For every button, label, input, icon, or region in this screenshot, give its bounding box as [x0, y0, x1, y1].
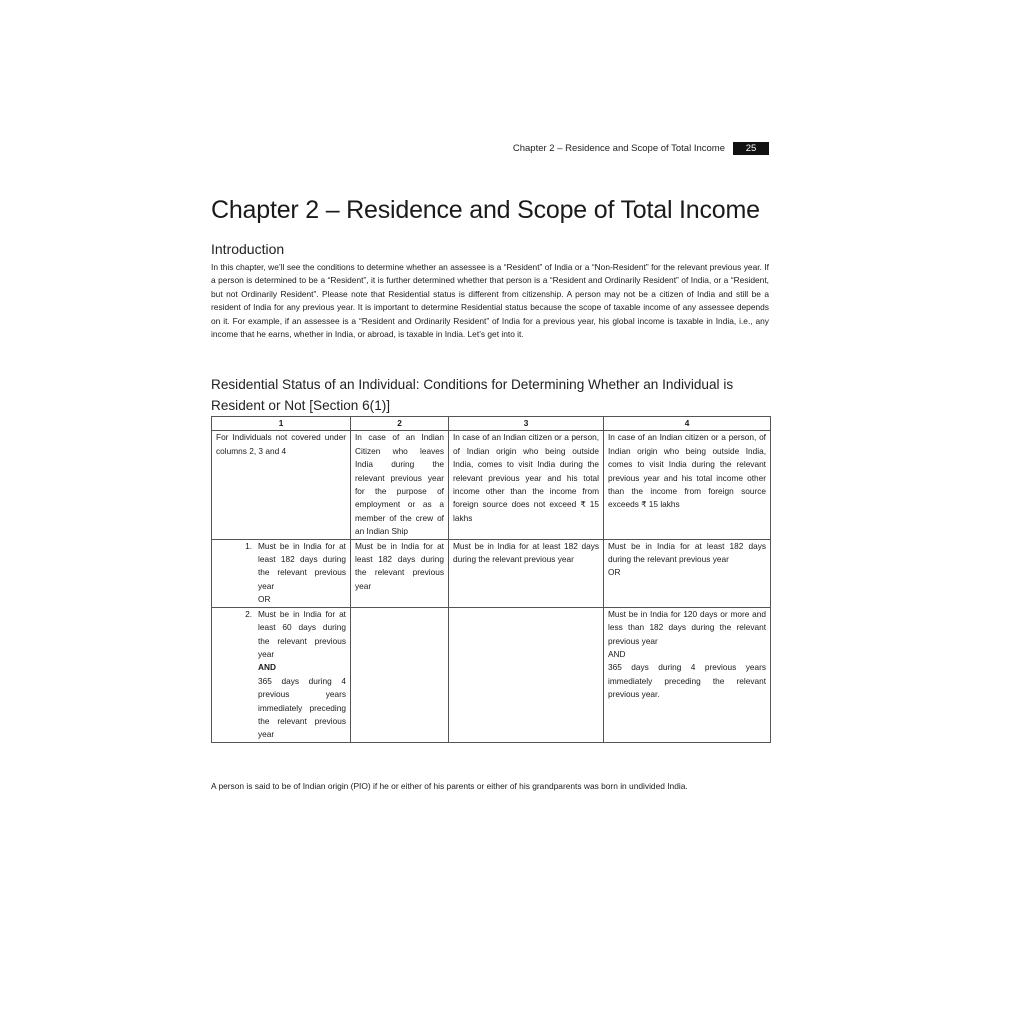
- footnote: A person is said to be of Indian origin (PIO) if he or either of his parents or either of his grandparents was born in undivided India.: [211, 781, 688, 791]
- table-row-applicability: [212, 431, 771, 539]
- condition-2-col4-and: AND: [608, 648, 626, 659]
- table-header-row: [212, 417, 771, 431]
- condition-1-cell-2: Must be in India for at least 182 days during the relevant previous year: [351, 539, 449, 607]
- condition-1-col4-text: Must be in India for at least 182 days during the relevant previous year: [608, 540, 766, 565]
- applicability-cell-2: In case of an Indian Citizen who leaves India during the relevant previous year for the purpose of employment or as a member of the crew of an Indian Ship: [351, 431, 449, 539]
- applicability-cell-4: In case of an Indian citizen or a person, of Indian origin who being outside India, comes to visit India during the relevant previous year and his total income other than the income from foreign source exceeds ₹ 15 lakhs: [604, 431, 771, 539]
- column-header-3: 3: [449, 417, 604, 431]
- introduction-paragraph: In this chapter, we’ll see the conditions to determine whether an assessee is a “Resident” of India or a “Non-Resident” for the relevant previous year. If a person is determined to be a “Resident”, it is further determined whether that person is a “Resident and Ordinarily Resident” of India, or a “Resident, but not Ordinarily Resident”. Please note that Residential status is different from citizenship. A person may not be a citizen of India and still be a resident of India for any previous year. It is important to determine Residential status because the scope of taxable income of any assessee depends on it. For example, if an assessee is a “Resident and Ordinarily Resident” of India for a previous year, his global income is taxable in India, i.e., any income that he earns, whether in India, or abroad, is taxable in India. Let’s get into it.: [211, 262, 769, 340]
- condition-1-text: Must be in India for at least 182 days during the relevant previous year: [258, 540, 346, 591]
- page-header: [211, 140, 769, 156]
- condition-2-col4-text-1: Must be in India for 120 days or more and less than 182 days during the relevant previous year: [608, 608, 766, 646]
- introduction-heading: Introduction: [211, 241, 285, 257]
- condition-2-cell-1: [212, 607, 351, 742]
- condition-1-or: OR: [258, 594, 271, 605]
- running-title: Chapter 2 – Residence and Scope of Total Income: [512, 142, 725, 154]
- condition-2-cell-4: [604, 607, 771, 742]
- page-number: 25: [733, 142, 769, 155]
- condition-2-text-2: 365 days during 4 previous years immediately preceding the relevant previous year: [258, 675, 346, 740]
- condition-1-col4-or: OR: [608, 567, 621, 578]
- applicability-cell-3: In case of an Indian citizen or a person, of Indian origin who being outside India, comes to visit India during the relevant previous year and his total income other than the income from foreign source does not exceed ₹ 15 lakhs: [449, 431, 604, 539]
- table-row-condition-2: [212, 607, 771, 742]
- section-heading: Residential Status of an Individual: Conditions for Determining Whether an Individual is Resident or Not [Section 6(1)]: [211, 377, 734, 413]
- condition-1-cell-3: Must be in India for at least 182 days during the relevant previous year: [449, 539, 604, 607]
- condition-1-cell-4: [604, 539, 771, 607]
- condition-2-number: 2.: [245, 608, 252, 619]
- column-header-1: 1: [212, 417, 351, 431]
- residential-status-table: [211, 416, 771, 743]
- chapter-title: Chapter 2 – Residence and Scope of Total Income: [211, 196, 760, 224]
- condition-2-cell-3: [449, 607, 604, 742]
- column-header-2: 2: [351, 417, 449, 431]
- condition-1-number: 1.: [245, 540, 252, 551]
- column-header-4: 4: [604, 417, 771, 431]
- condition-2-and: AND: [258, 662, 276, 673]
- condition-1-cell-1: [212, 539, 351, 607]
- table-row-condition-1: [212, 539, 771, 607]
- applicability-cell-1: For Individuals not covered under columns 2, 3 and 4: [212, 431, 351, 539]
- condition-2-col4-text-2: 365 days during 4 previous years immediately preceding the relevant previous year.: [608, 662, 766, 700]
- condition-2-text-1: Must be in India for at least 60 days during the relevant previous year: [258, 608, 346, 659]
- condition-2-cell-2: [351, 607, 449, 742]
